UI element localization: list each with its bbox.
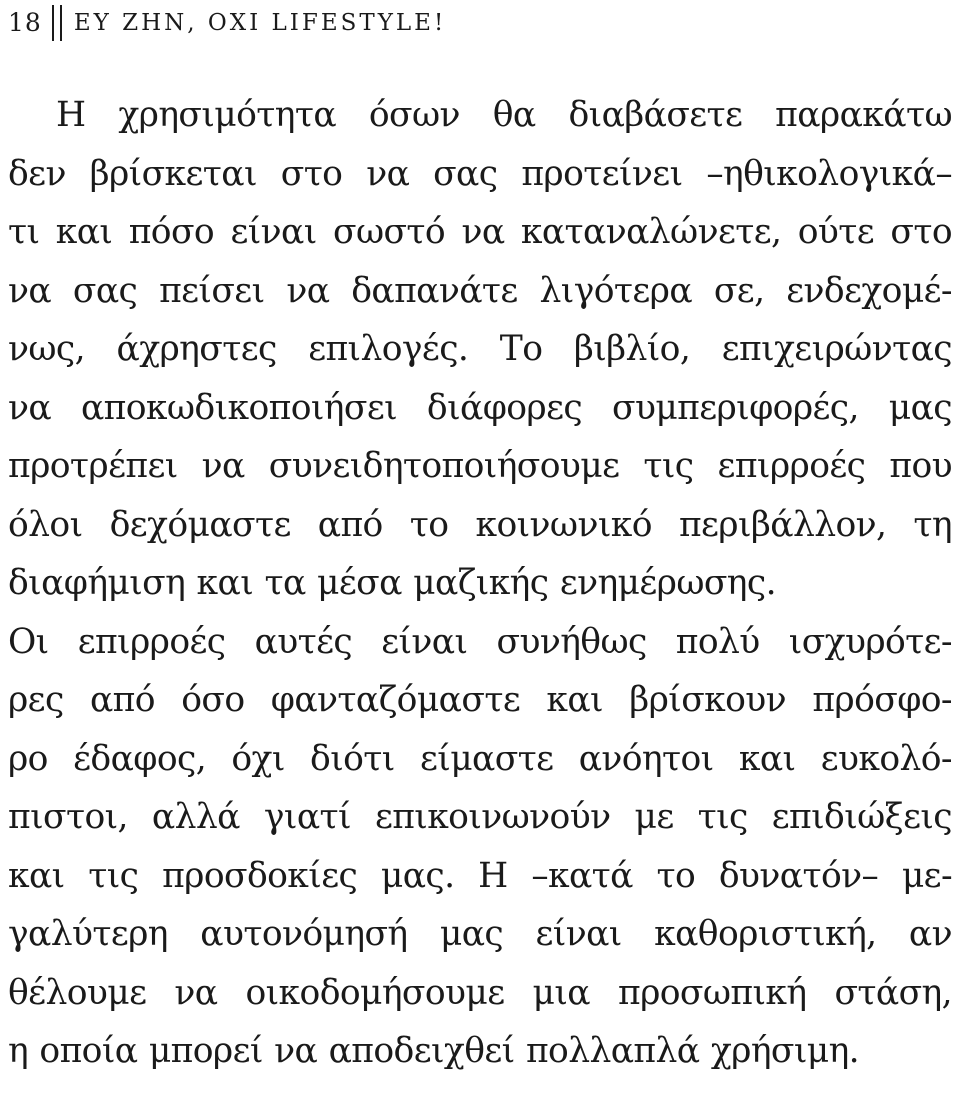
text-line: τι και πόσο είναι σωστό να καταναλώνετε, ούτε στο — [8, 212, 952, 252]
body-text — [8, 86, 952, 1081]
text-line: ρο έδαφος, όχι διότι είμαστε ανόητοι και ευκολό- — [8, 738, 952, 779]
text-line: Η χρησιμότητα όσων θα διαβάσετε παρακάτω — [56, 95, 952, 135]
text-line: ρες από όσο φανταζόμαστε και βρίσκουν πρόσφο- — [8, 680, 952, 720]
text-line: θέλουμε να οικοδομήσουμε μια προσωπική στάση, — [8, 972, 952, 1013]
header-double-rule — [52, 5, 62, 41]
text-line: όλοι δεχόμαστε από το κοινωνικό περιβάλλον, τη — [8, 504, 952, 545]
text-line: προτρέπει να συνειδητοποιήσουμε τις επιρροές που — [8, 446, 952, 486]
text-line: να σας πείσει να δαπανάτε λιγότερα σε, ενδεχομέ- — [8, 270, 952, 311]
text-line: και τις προσδοκίες μας. Η –κατά το δυνατόν– με- — [8, 855, 952, 896]
page-number: 18 — [8, 8, 42, 37]
text-line: να αποκωδικοποιήσει διάφορες συμπεριφορές, μας — [8, 387, 952, 428]
text-line: γαλύτερη αυτονόμησή μας είναι καθοριστική, αν — [8, 914, 952, 954]
running-title: ΕΥ ΖΗΝ, ΟΧΙ LIFESTYLE! — [73, 10, 447, 36]
running-header — [8, 4, 446, 42]
text-line: Οι επιρροές αυτές είναι συνήθως πολύ ισχυρότε- — [8, 621, 952, 662]
text-line: νως, άχρηστες επιλογές. Το βιβλίο, επιχειρώντας — [8, 329, 952, 369]
text-line: η οποία μπορεί να αποδειχθεί πολλαπλά χρήσιμη. — [8, 1031, 860, 1071]
text-line: δεν βρίσκεται στο να σας προτείνει –ηθικολογικά– — [8, 153, 952, 194]
text-line: πιστοι, αλλά γιατί επικοινωνούν με τις επιδιώξεις — [8, 797, 952, 837]
text-line: διαφήμιση και τα μέσα μαζικής ενημέρωσης. — [8, 563, 776, 603]
